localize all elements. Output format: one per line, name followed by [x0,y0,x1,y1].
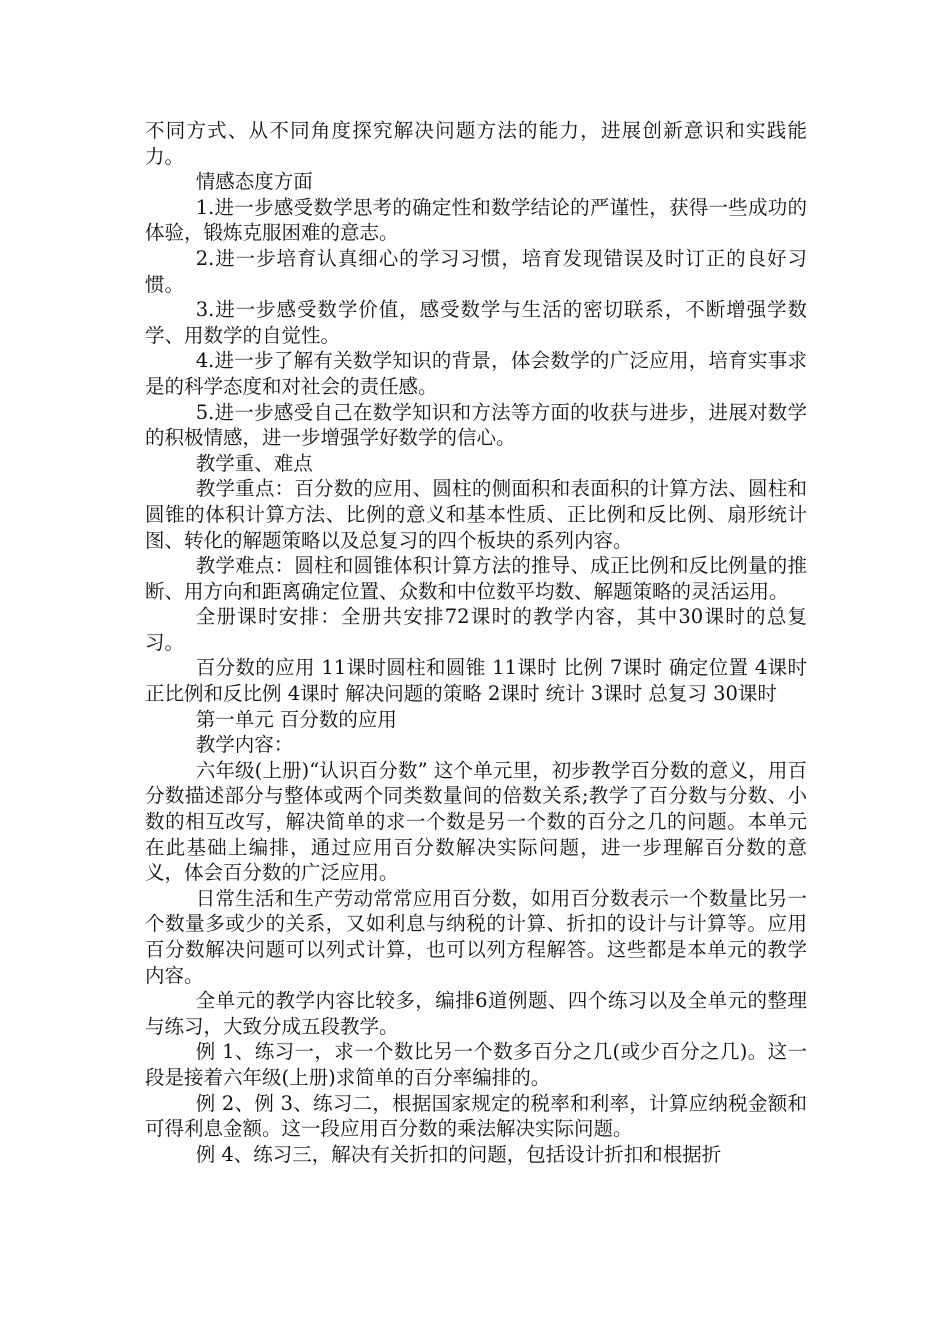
paragraph-content-2: 日常生活和生产劳动常常应用百分数，如用百分数表示一个数量比另一个数量多或少的关系，又如利息与纳税的计算、折扣的设计与计算等。应用百分数解决问题可以列式计算，也可以列方程解答。这些都是本单元的教学内容。 [145,886,807,987]
goal-item-5: 5.进一步感受自己在数学知识和方法等方面的收获与进步，进展对数学的积极情感，进一步增强学好数学的信心。 [145,400,807,450]
document-page [145,118,807,1167]
paragraph-schedule-detail: 百分数的应用 11课时圆柱和圆锥 11课时 比例 7课时 确定位置 4课时 正比例和反比例 4课时 解决问题的策略 2课时 统计 3课时 总复习 30课时 [145,656,807,706]
unit-heading: 第一单元 百分数的应用 [195,707,397,731]
goal-item-3: 3.进一步感受数学价值，感受数学与生活的密切联系，不断增强学数学、用数学的自觉性。 [145,298,807,347]
paragraph-schedule: 全册课时安排：全册共安排72课时的教学内容，其中30课时的总复习。 [145,605,807,654]
paragraph-key-points: 教学重点：百分数的应用、圆柱的侧面积和表面积的计算方法、圆柱和圆锥的体积计算方法、比例的意义和基本性质、正比例和反比例、扇形统计图、转化的解题策略以及总复习的四个板块的系列内容。 [145,477,807,552]
paragraph-continuation: 不同方式、从不同角度探究解决问题方法的能力，进展创新意识和实践能力。 [145,119,807,168]
section-heading-affective: 情感态度方面 [195,170,313,194]
paragraph-difficulties: 教学难点：圆柱和圆锥体积计算方法的推导、成正比例和反比例量的推断、用方向和距离确定位置、众数和中位数平均数、解题策略的灵活运用。 [145,554,807,603]
paragraph-example-2-3: 例 2、例 3、练习二，根据国家规定的税率和利率，计算应纳税金额和可得利息金额。这一段应用百分数的乘法解决实际问题。 [145,1091,807,1141]
goal-item-1: 1.进一步感受数学思考的确定性和数学结论的严谨性，获得一些成功的体验，锻炼克服困难的意志。 [145,195,807,245]
goal-item-4: 4.进一步了解有关数学知识的背景，体会数学的广泛应用，培育实事求是的科学态度和对社会的责任感。 [145,349,807,398]
paragraph-content-3: 全单元的教学内容比较多，编排6道例题、四个练习以及全单元的整理与练习，大致分成五段教学。 [145,989,807,1038]
goal-item-2: 2.进一步培育认真细心的学习习惯，培育发现错误及时订正的良好习惯。 [145,246,807,296]
paragraph-example-1: 例 1、练习一，求一个数比另一个数多百分之几(或少百分之几)。这一段是接着六年级(上册)求简单的百分率编排的。 [145,1040,807,1089]
section-heading-key-points: 教学重、难点 [195,451,313,475]
paragraph-example-4: 例 4、练习三，解决有关折扣的问题，包括设计折扣和根据折 [195,1142,722,1166]
paragraph-content-1: 六年级(上册)“认识百分数” 这个单元里，初步教学百分数的意义，用百分数描述部分与整体或两个同类数量间的倍数关系;教学了百分数与分数、小数的相互改写，解决简单的求一个数是另一个数的百分之几的问题。本单元在此基础上编排，通过应用百分数解决实际问题，进一步理解百分数的意义，体会百分数的广泛应用。 [145,758,807,885]
section-heading-content: 教学内容： [195,733,294,757]
